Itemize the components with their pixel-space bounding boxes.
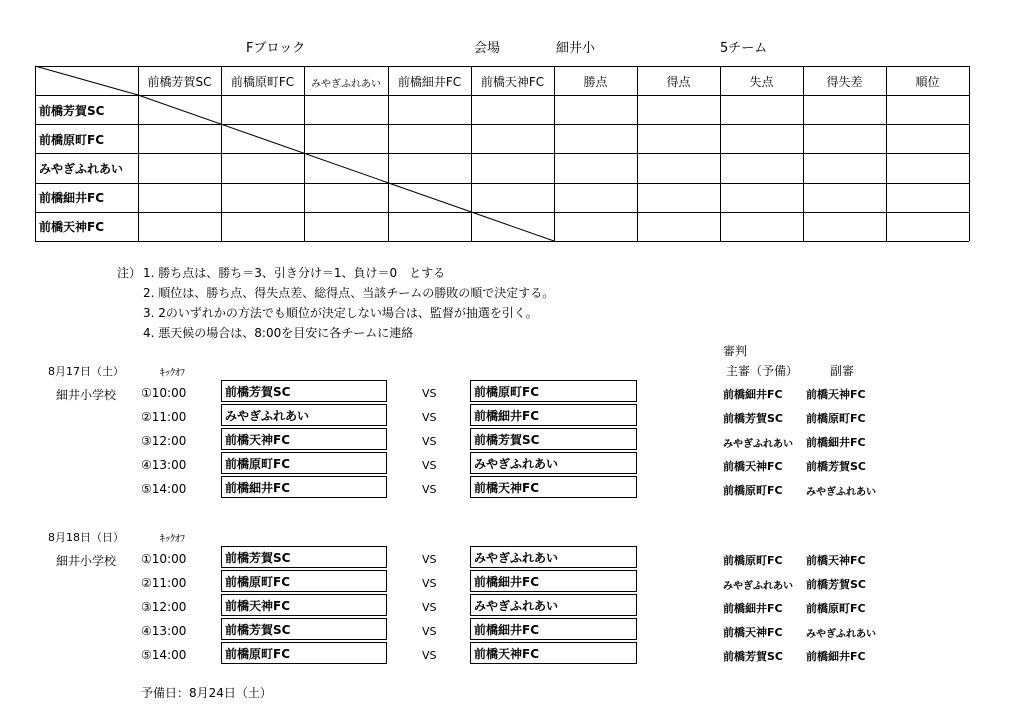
match-time: ④13:00 <box>141 624 187 638</box>
vs-label: VS <box>422 387 437 400</box>
ref-sub: 前橋芳賀SC <box>806 460 866 473</box>
ref-main: 前橋原町FC <box>723 484 783 497</box>
vs-label: VS <box>422 649 437 662</box>
ref-main: 前橋天神FC <box>723 626 783 639</box>
match-time: ③12:00 <box>141 600 187 614</box>
match-time: ⑤14:00 <box>141 482 187 496</box>
reserve-day: 予備日：8月24日（土） <box>141 686 272 700</box>
kickoff-label: ｷｯｸｵﾌ <box>160 534 185 545</box>
self-match-diagonal <box>138 95 554 241</box>
referee-sub-header: 副審 <box>830 364 855 378</box>
row-header: 前橋原町FC <box>39 133 105 147</box>
day-date: 8月17日（土） <box>48 365 124 378</box>
note-item: 4. 悪天候の場合は、8:00を目安に各チームに連絡 <box>143 326 414 340</box>
home-team: 前橋天神FC <box>221 428 387 450</box>
col-header: 得失差 <box>826 75 863 89</box>
match-time: ②11:00 <box>141 410 187 424</box>
ref-sub: 前橋天神FC <box>806 554 866 567</box>
ref-sub: 前橋原町FC <box>806 412 866 425</box>
kickoff-label: ｷｯｸｵﾌ <box>160 368 185 379</box>
col-header: 前橋細井FC <box>397 75 462 89</box>
referee-title: 審判 <box>723 344 748 358</box>
col-header: 前橋芳賀SC <box>147 75 212 89</box>
away-team: みやぎふれあい <box>470 546 637 568</box>
day-venue: 細井小学校 <box>56 388 117 402</box>
diagonal-lines <box>0 0 1024 260</box>
ref-sub: 前橋細井FC <box>806 650 866 663</box>
ref-sub: 前橋原町FC <box>806 602 866 615</box>
away-team: 前橋細井FC <box>470 404 637 426</box>
col-header: 勝点 <box>583 75 608 89</box>
day-date: 8月18日（日） <box>48 531 124 544</box>
row-header: 前橋細井FC <box>39 191 105 205</box>
ref-main: 前橋細井FC <box>723 388 783 401</box>
header-diagonal <box>35 66 138 95</box>
away-team: 前橋天神FC <box>470 476 637 498</box>
ref-sub: みやぎふれあい <box>806 487 876 498</box>
teams-count: 5チーム <box>720 41 768 56</box>
home-team: 前橋天神FC <box>221 594 387 616</box>
vs-label: VS <box>422 577 437 590</box>
away-team: みやぎふれあい <box>470 594 637 616</box>
col-header: みやぎふれあい <box>311 79 381 90</box>
away-team: 前橋細井FC <box>470 570 637 592</box>
home-team: 前橋芳賀SC <box>221 618 387 640</box>
away-team: 前橋天神FC <box>470 642 637 664</box>
home-team: みやぎふれあい <box>221 404 387 426</box>
match-time: ④13:00 <box>141 458 187 472</box>
match-time: ③12:00 <box>141 434 187 448</box>
row-header: 前橋天神FC <box>39 220 105 234</box>
ref-main: 前橋芳賀SC <box>723 412 783 425</box>
row-header: みやぎふれあい <box>39 162 124 176</box>
vs-label: VS <box>422 459 437 472</box>
note-item: 2. 順位は、勝ち点、得失点差、総得点、当該チームの勝敗の順で決定する。 <box>143 286 555 300</box>
col-header: 前橋天神FC <box>480 75 545 89</box>
away-team: 前橋細井FC <box>470 618 637 640</box>
ref-main: みやぎふれあい <box>723 439 793 450</box>
ref-sub: 前橋天神FC <box>806 388 866 401</box>
home-team: 前橋原町FC <box>221 642 387 664</box>
match-time: ⑤14:00 <box>141 648 187 662</box>
match-time: ①10:00 <box>141 386 187 400</box>
away-team: 前橋芳賀SC <box>470 428 637 450</box>
home-team: 前橋原町FC <box>221 452 387 474</box>
ref-main: 前橋芳賀SC <box>723 650 783 663</box>
match-time: ①10:00 <box>141 552 187 566</box>
venue-name: 細井小 <box>556 41 596 56</box>
match-time: ②11:00 <box>141 576 187 590</box>
col-header: 失点 <box>749 75 774 89</box>
vs-label: VS <box>422 435 437 448</box>
vs-label: VS <box>422 411 437 424</box>
note-item: 1. 勝ち点は、勝ち＝3、引き分け＝1、負け＝0 とする <box>143 266 446 280</box>
note-item: 3. 2のいずれかの方法でも順位が決定しない場合は、監督が抽選を引く。 <box>143 306 538 320</box>
away-team: 前橋原町FC <box>470 380 637 402</box>
home-team: 前橋細井FC <box>221 476 387 498</box>
col-header: 前橋原町FC <box>230 75 295 89</box>
ref-main: 前橋原町FC <box>723 554 783 567</box>
vs-label: VS <box>422 601 437 614</box>
ref-sub: 前橋芳賀SC <box>806 578 866 591</box>
vs-label: VS <box>422 553 437 566</box>
notes-prefix: 注） <box>117 266 142 280</box>
vs-label: VS <box>422 625 437 638</box>
home-team: 前橋芳賀SC <box>221 546 387 568</box>
vs-label: VS <box>422 483 437 496</box>
day-venue: 細井小学校 <box>56 554 117 568</box>
ref-sub: 前橋細井FC <box>806 436 866 449</box>
ref-main: 前橋細井FC <box>723 602 783 615</box>
ref-main: みやぎふれあい <box>723 581 793 592</box>
away-team: みやぎふれあい <box>470 452 637 474</box>
ref-main: 前橋天神FC <box>723 460 783 473</box>
ref-sub: みやぎふれあい <box>806 629 876 640</box>
col-header: 順位 <box>915 75 940 89</box>
standings-table <box>0 0 1024 260</box>
col-header: 得点 <box>666 75 691 89</box>
referee-main-header: 主審（予備） <box>726 364 799 378</box>
row-header: 前橋芳賀SC <box>39 104 105 118</box>
block-title: Fブロック <box>246 41 306 56</box>
home-team: 前橋芳賀SC <box>221 380 387 402</box>
venue-label: 会場 <box>474 41 501 56</box>
home-team: 前橋原町FC <box>221 570 387 592</box>
